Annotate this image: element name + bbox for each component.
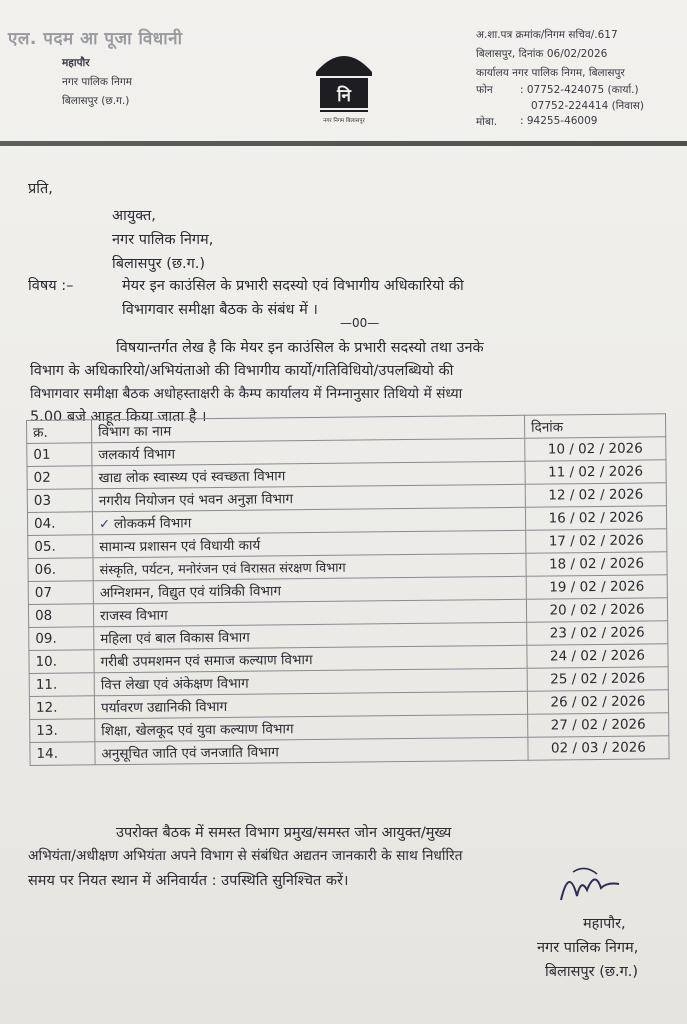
- row-department: नगरीय नियोजन एवं भवन अनुज्ञा विभाग: [92, 484, 525, 512]
- row-date: 20 / 02 / 2026: [526, 598, 667, 622]
- row-serial: 09.: [29, 627, 94, 651]
- address-line-1: आयुक्त,: [112, 208, 156, 224]
- row-date: 10 / 02 / 2026: [525, 437, 666, 461]
- row-serial: 03: [27, 489, 92, 513]
- phone-label: फोन: [476, 84, 493, 96]
- row-serial: 07: [28, 581, 93, 605]
- row-serial: 14.: [30, 742, 95, 766]
- subject-separator: —00—: [340, 316, 380, 330]
- address-to: प्रति,: [28, 181, 53, 197]
- row-date: 26 / 02 / 2026: [527, 690, 668, 714]
- row-serial: 08: [28, 604, 93, 628]
- row-serial: 01: [27, 443, 92, 467]
- row-serial: 05.: [28, 535, 93, 559]
- header-serial: क्र.: [27, 420, 92, 444]
- municipal-logo-icon: [312, 44, 376, 122]
- department-schedule-table: [26, 413, 670, 766]
- phone-office: : 07752-424075 (कार्या.): [520, 84, 639, 96]
- row-serial: 04.: [27, 512, 92, 536]
- address-line-2: नगर पालिक निगम,: [112, 232, 214, 248]
- letterhead-org: नगर पालिक निगम: [62, 76, 133, 88]
- letterhead-name: एल. पदम आ पूजा विधानी: [8, 29, 183, 49]
- signatory-city: बिलासपुर (छ.ग.): [545, 964, 639, 980]
- row-department: गरीबी उपमशमन एवं समाज कल्याण विभाग: [94, 645, 527, 673]
- row-date: 11 / 02 / 2026: [525, 460, 666, 484]
- mobile-label: मोबा.: [476, 116, 498, 128]
- header-divider: [0, 141, 687, 146]
- subject-line-1: मेयर इन काउंसिल के प्रभारी सदस्यो एवं विभागीय अधिकारियो की: [122, 278, 464, 294]
- row-department: पर्यावरण उद्यानिकी विभाग: [94, 691, 527, 719]
- row-department: सामान्य प्रशासन एवं विधायी कार्य: [93, 530, 526, 558]
- row-department: अनुसूचित जाति एवं जनजाति विभाग: [95, 737, 528, 765]
- row-date: 16 / 02 / 2026: [525, 506, 666, 530]
- mobile-number: : 94255-46009: [520, 115, 598, 127]
- reference-number: अ.शा.पत्र क्रमांक/निगम सचिव/.617: [476, 29, 618, 41]
- closing-line-1: उपरोक्त बैठक में समस्त विभाग प्रमुख/समस्त जोन आयुक्त/मुख्य: [116, 825, 452, 841]
- row-department: राजस्व विभाग: [93, 599, 526, 627]
- closing-line-3: समय पर नियत स्थान में अनिवार्यत : उपस्थिति सुनिश्चित करें।: [28, 873, 349, 889]
- row-serial: 06.: [28, 558, 93, 582]
- intro-line-2: विभाग के अधिकारियो/अभियंताओ की विभागीय कार्यो/गतिविधियो/उपलब्धियो की: [30, 363, 454, 379]
- row-date: 24 / 02 / 2026: [527, 644, 668, 668]
- logo-caption: नगर निगम बिलासपुर: [323, 118, 365, 124]
- row-serial: 11.: [29, 673, 94, 697]
- letter-date: बिलासपुर, दिनांक 06/02/2026: [476, 48, 608, 60]
- header-department: विभाग का नाम: [92, 415, 525, 443]
- row-department: अग्निशमन, विद्युत एवं यांत्रिकी विभाग: [93, 576, 526, 604]
- row-date: 23 / 02 / 2026: [527, 621, 668, 645]
- row-date: 27 / 02 / 2026: [528, 713, 669, 737]
- row-serial: 02: [27, 466, 92, 490]
- row-date: 18 / 02 / 2026: [526, 552, 667, 576]
- row-serial: 13.: [30, 719, 95, 743]
- row-department: शिक्षा, खेलकूद एवं युवा कल्याण विभाग: [95, 714, 528, 742]
- row-department: जलकार्य विभाग: [92, 438, 525, 466]
- row-date: 25 / 02 / 2026: [527, 667, 668, 691]
- phone-residence: 07752-224414 (निवास): [531, 100, 645, 112]
- intro-line-4: 5.00 बजे आहूत किया जाता है ।: [30, 409, 207, 425]
- subject-line-2: विभागवार समीक्षा बैठक के संबंध में ।: [122, 302, 318, 318]
- row-department: संस्कृति, पर्यटन, मनोरंजन एवं विरासत संरक्षण विभाग: [93, 553, 526, 581]
- intro-line-1: विषयान्तर्गत लेख है कि मेयर इन काउंसिल के प्रभारी सदस्यो तथा उनके: [116, 340, 484, 356]
- row-date: 17 / 02 / 2026: [526, 529, 667, 553]
- letterhead-city: बिलासपुर (छ.ग.): [62, 95, 130, 107]
- closing-line-2: अभियंता/अधीक्षण अभियंता अपने विभाग से संबंधित अद्यतन जानकारी के साथ निर्धारित: [28, 848, 463, 864]
- handwritten-tick-icon: ✓: [99, 517, 111, 533]
- intro-line-3: विभागवार समीक्षा बैठक अधोहस्ताक्षरी के कैम्प कार्यालय में निम्नानुसार तिथियो में संध्या: [30, 386, 463, 402]
- row-date: 02 / 03 / 2026: [528, 736, 669, 760]
- svg-text:नि: नि: [337, 86, 351, 106]
- row-department-label: लोककर्म विभाग: [113, 515, 192, 533]
- office-address: कार्यालय नगर पालिक निगम, बिलासपुर: [476, 67, 625, 79]
- signatory-org: नगर पालिक निगम,: [537, 940, 639, 956]
- row-date: 19 / 02 / 2026: [526, 575, 667, 599]
- address-line-3: बिलासपुर (छ.ग.): [112, 256, 206, 272]
- row-department: खाद्य लोक स्वास्थ्य एवं स्वच्छता विभाग: [92, 461, 525, 489]
- row-serial: 12.: [29, 696, 94, 720]
- header-date: दिनांक: [524, 414, 665, 438]
- signatory-title: महापौर,: [583, 916, 626, 932]
- row-date: 12 / 02 / 2026: [525, 483, 666, 507]
- row-serial: 10.: [29, 650, 94, 674]
- row-department: महिला एवं बाल विकास विभाग: [94, 622, 527, 650]
- row-department: वित्त लेखा एवं अंकेक्षण विभाग: [94, 668, 527, 696]
- handwritten-signature: [555, 860, 625, 910]
- subject-label: विषय :–: [28, 278, 74, 294]
- letterhead-designation: महापौर: [62, 57, 90, 69]
- municipal-logo: [312, 44, 376, 122]
